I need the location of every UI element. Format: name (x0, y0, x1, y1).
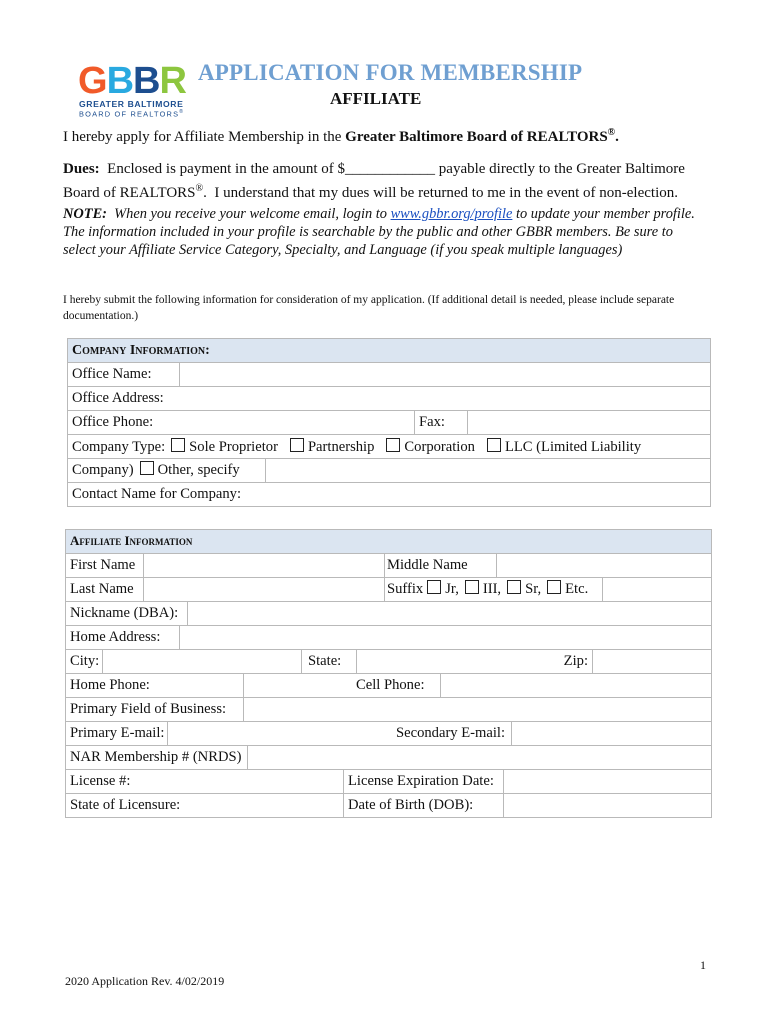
state-label: State: (302, 650, 357, 673)
dob-label: Date of Birth (DOB): (344, 794, 504, 817)
license-row (66, 770, 712, 794)
office-phone-row[interactable] (68, 411, 415, 435)
profile-link[interactable]: www.gbbr.org/profile (390, 206, 513, 222)
other-checkbox[interactable] (140, 461, 154, 475)
secondary-email-label: Secondary E-mail: (392, 722, 512, 745)
etc-label: Etc. (565, 581, 589, 597)
home-address-label: Home Address: (66, 626, 180, 649)
iii-checkbox[interactable] (465, 580, 479, 594)
cell-phone-field[interactable] (441, 674, 711, 697)
sr-checkbox[interactable] (507, 580, 521, 594)
gbbr-logo (78, 62, 190, 124)
page-subtitle: AFFILIATE (330, 89, 422, 108)
revision-text: 2020 Application Rev. 4/02/2019 (65, 974, 225, 988)
corporation-checkbox[interactable] (386, 438, 400, 452)
corporation-label: Corporation (404, 438, 475, 455)
nickname-label: Nickname (DBA): (66, 602, 188, 625)
office-name-field[interactable] (180, 363, 711, 387)
logo-letter-b1: B (106, 60, 134, 102)
page-title: APPLICATION FOR MEMBERSHIP (198, 60, 583, 85)
note-label: NOTE: (63, 206, 107, 222)
office-phone-label: Office Phone: (72, 414, 154, 430)
licensure-dob-row (66, 794, 712, 818)
other-label: Other, specify (157, 462, 240, 478)
company-type-row (68, 435, 711, 459)
cell-phone-label: Cell Phone: (354, 674, 441, 697)
page-number: 1 (700, 958, 706, 972)
primary-email-label: Primary E-mail: (66, 722, 168, 745)
llc-checkbox[interactable] (487, 438, 501, 452)
middle-name-field[interactable] (497, 554, 711, 577)
email-row (66, 722, 712, 746)
license-label: License #: (66, 770, 344, 793)
contact-name-row[interactable] (68, 483, 711, 507)
name-row-1 (66, 554, 712, 578)
home-phone-label: Home Phone: (66, 674, 244, 697)
home-address-row (66, 626, 712, 650)
last-name-field[interactable] (144, 578, 385, 601)
name-row-2 (66, 578, 712, 602)
first-name-field[interactable] (144, 554, 385, 577)
company-type-label: Company Type: (72, 438, 166, 455)
nickname-row (66, 602, 712, 626)
office-address-row[interactable] (68, 387, 711, 411)
etc-checkbox[interactable] (547, 580, 561, 594)
phone-row (66, 674, 712, 698)
sole-proprietor-label: Sole Proprietor (189, 438, 278, 455)
home-phone-field[interactable] (244, 674, 354, 697)
note-text: NOTE: When you receive your welcome email, login to www.gbbr.org/profile to update your member profile. The information included in your profile is searchable by the public and other GBBR members. Be sure to select your Affiliate Service Category, Specialty, and Language (if you speak multiple languages) (63, 206, 695, 258)
llc-label: LLC (Limited Liability (504, 438, 642, 455)
logo-letter-g: G (78, 60, 107, 102)
primary-field-row (66, 698, 712, 722)
fax-field[interactable] (468, 411, 711, 435)
jr-checkbox[interactable] (427, 580, 441, 594)
dues-text: Dues: Enclosed is payment in the amount of $____________ payable directly to the Greater Baltimore Board of REALTORS®. I understand that my dues will be returned to me in the event of non-election. (63, 161, 685, 201)
secondary-email-field[interactable] (512, 722, 711, 745)
company-info-table (67, 338, 711, 507)
submit-text: I hereby submit the following information for consideration of my application. (If additional detail is needed, please include separate documentation.) (63, 294, 675, 322)
partnership-label: Partnership (307, 438, 375, 455)
logo-line1: GREATER BALTIMORE (79, 99, 184, 109)
company-other-row (68, 459, 711, 483)
last-name-label: Last Name (66, 578, 144, 601)
sole-proprietor-checkbox[interactable] (171, 438, 185, 452)
primary-field-label: Primary Field of Business: (66, 698, 244, 721)
suffix-cell (385, 578, 603, 601)
other-specify-field[interactable] (266, 459, 710, 482)
nar-row (66, 746, 712, 770)
affiliate-info-table (65, 529, 712, 818)
jr-label: Jr, (445, 581, 459, 597)
dob-field[interactable] (504, 794, 711, 817)
company-other-cell (68, 459, 266, 482)
primary-email-field[interactable] (168, 722, 392, 745)
logo-letters (78, 62, 186, 100)
state-field[interactable] (357, 650, 537, 673)
suffix-field[interactable] (603, 578, 711, 601)
nar-field[interactable] (248, 746, 711, 769)
dues-label: Dues: (63, 161, 100, 177)
partnership-checkbox[interactable] (290, 438, 304, 452)
office-name-label: Office Name: (68, 363, 180, 387)
nar-label: NAR Membership # (NRDS) (66, 746, 248, 769)
home-address-field[interactable] (180, 626, 711, 649)
license-exp-field[interactable] (504, 770, 711, 793)
logo-line2: BOARD OF REALTORS® (79, 109, 185, 119)
sr-label: Sr, (525, 581, 542, 597)
city-state-zip-row (66, 650, 712, 674)
logo-letter-b2: B (133, 60, 160, 102)
company-cont-label: Company) (72, 462, 134, 478)
intro-text: I hereby apply for Affiliate Membership in the Greater Baltimore Board of REALTORS®. (63, 127, 619, 145)
board-name: Greater Baltimore Board of REALTORS (345, 129, 608, 145)
suffix-label: Suffix (387, 581, 424, 597)
iii-label: III, (482, 581, 502, 597)
zip-label: Zip: (537, 650, 593, 673)
city-label: City: (66, 650, 103, 673)
state-licensure-label: State of Licensure: (66, 794, 344, 817)
company-info-header: Company Information: (68, 339, 711, 363)
contact-name-label: Contact Name for Company: (72, 486, 242, 502)
affiliate-info-header: Affiliate Information (66, 530, 712, 554)
primary-field-input[interactable] (244, 698, 711, 721)
logo-letter-r: R (159, 60, 186, 102)
first-name-label: First Name (66, 554, 144, 577)
fax-label: Fax: (415, 411, 468, 435)
city-field[interactable] (103, 650, 302, 673)
office-address-label: Office Address: (72, 390, 164, 406)
nickname-field[interactable] (188, 602, 711, 625)
license-exp-label: License Expiration Date: (344, 770, 504, 793)
middle-name-label: Middle Name (385, 554, 497, 577)
zip-field[interactable] (593, 650, 711, 673)
